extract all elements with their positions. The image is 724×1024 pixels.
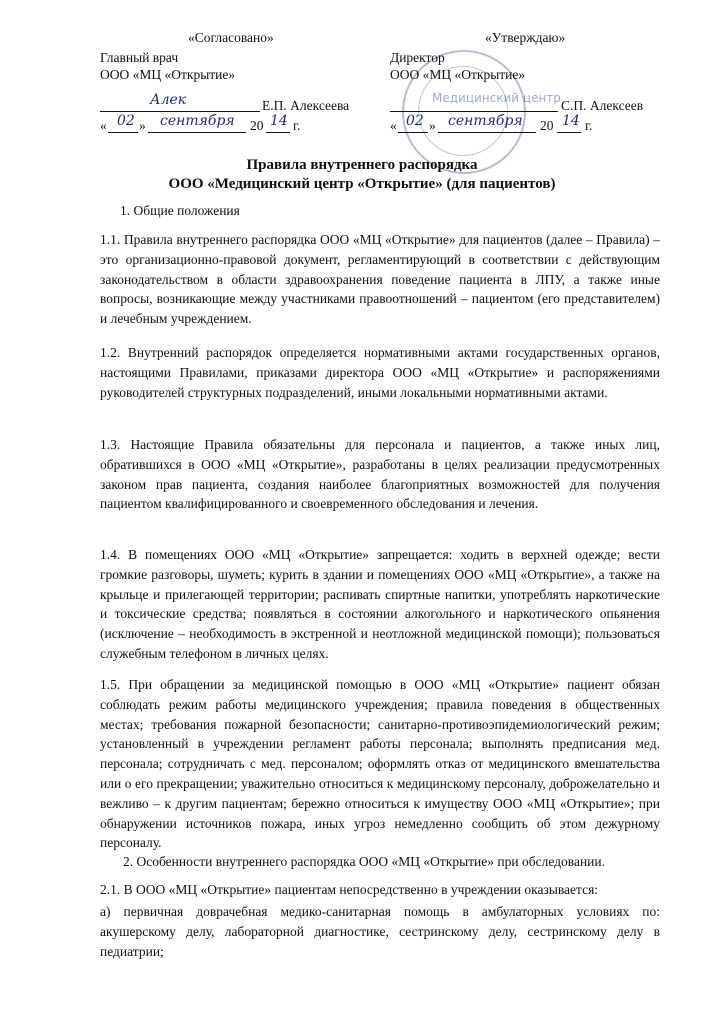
paragraph-2-1: 2.1. В ООО «МЦ «Открытие» пациентам непосредственно в учреждении оказывается: — [100, 882, 599, 897]
right-signer-name: С.П. Алексеев — [561, 98, 644, 113]
right-year-suffix: г. — [585, 118, 593, 133]
right-year-line — [557, 132, 581, 133]
document-title-line2: ООО «Медицинский центр «Открытие» (для пациентов) — [168, 176, 556, 192]
agreed-label: «Согласовано» — [188, 30, 274, 45]
right-position: Директор — [390, 50, 445, 65]
left-date-year: 14 — [270, 113, 288, 129]
left-signer-name: Е.П. Алексеева — [262, 98, 350, 113]
left-year-prefix: 20 — [250, 118, 264, 133]
right-signature-line — [390, 111, 558, 112]
document-title-line1: Правила внутреннего распорядка — [246, 157, 478, 173]
section2-heading: 2. Особенности внутреннего распорядка ООО «МЦ «Открытие» при обследовании. — [123, 854, 605, 869]
left-signature: Алек — [150, 92, 187, 108]
paragraph-2-1-a: а) первичная доврачебная медико-санитарная помощь в амбулаторных условиях по: акушерскому делу, лабораторной диагностике, сестринскому делу, сестринскому делу в педиатрии; — [100, 904, 660, 959]
approve-label: «Утверждаю» — [485, 30, 566, 45]
left-date-mid: » — [139, 118, 146, 133]
paragraph-1-1: 1.1. Правила внутреннего распорядка ООО «МЦ «Открытие» для пациентов (далее – Правила) – это организационно-правовой документ, регламентирующий в соответствии с действующим законодательством в области здравоохранения поведение пациента в ЛПУ, а также иные вопросы, возникающие между участниками правоотношений – пациентом (его представителем) и лечебным учреждением. — [100, 232, 660, 327]
left-year-line — [266, 132, 290, 133]
right-date-open: « — [390, 118, 397, 133]
right-date-day: 02 — [406, 113, 424, 129]
left-date-open: « — [100, 118, 107, 133]
left-month-line — [148, 132, 246, 133]
left-position: Главный врач — [100, 50, 179, 65]
right-year-prefix: 20 — [540, 118, 554, 133]
right-month-line — [438, 132, 536, 133]
left-signature-line — [100, 111, 260, 112]
right-date-mid: » — [429, 118, 436, 133]
left-day-line — [108, 132, 138, 133]
right-day-line — [398, 132, 428, 133]
section1-heading: 1. Общие положения — [120, 203, 240, 218]
right-org: ООО «МЦ «Открытие» — [390, 67, 526, 82]
left-org: ООО «МЦ «Открытие» — [100, 67, 236, 82]
right-date-year: 14 — [562, 113, 580, 129]
left-date-month: сентября — [160, 113, 235, 129]
paragraph-1-2: 1.2. Внутренний распорядок определяется нормативными актами государственных органов, настоящими Правилами, приказами директора ООО «МЦ «Открытие» и распоряжениями руководителей структурных подразделений, иными локальными нормативными актами. — [100, 345, 660, 400]
left-year-suffix: г. — [293, 118, 301, 133]
paragraph-1-4: 1.4. В помещениях ООО «МЦ «Открытие» запрещается: ходить в верхней одежде; вести громкие разговоры, шуметь; курить в здании и помещениях ООО «МЦ «Открытие», а также на крыльце и прилегающей территории; распивать спиртные напитки, употреблять наркотические и токсические средства; появляться в состоянии алкогольного и наркотического опьянения (исключение – необходимость в экстренной и неотложной медицинской помощи); пользоваться служебным телефоном в личных целях. — [100, 547, 660, 661]
paragraph-1-3: 1.3. Настоящие Правила обязательны для персонала и пациентов, а также иных лиц, обратившихся в ООО «МЦ «Открытие», разработаны в целях реализации предусмотренных законом прав пациента, создания наиболее благоприятных возможностей для получения пациентом квалифицированного и своевременного обследования и лечения. — [100, 437, 660, 512]
stamp-text: Медицинский центр — [432, 91, 561, 105]
right-date-month: сентября — [448, 113, 523, 129]
paragraph-1-5: 1.5. При обращении за медицинской помощью в ООО «МЦ «Открытие» пациент обязан соблюдать режим работы медицинского учреждения; правила поведения в общественных местах; требования пожарной безопасности; санитарно-противоэпидемиологический режим; установленный в учреждении регламент работы персонала; выполнять предписания мед. персонала; сотрудничать с мед. персоналом; оформлять отказ от медицинского вмешательства или о его прекращении; уважительно относиться к медицинскому персоналу, доброжелательно и вежливо – к другим пациентам; бережно относиться к имуществу ООО «МЦ «Открытие»; при обнаружении источников пожара, иных угроз немедленно сообщить об этом дежурному персоналу. — [100, 677, 660, 851]
left-date-day: 02 — [117, 113, 135, 129]
